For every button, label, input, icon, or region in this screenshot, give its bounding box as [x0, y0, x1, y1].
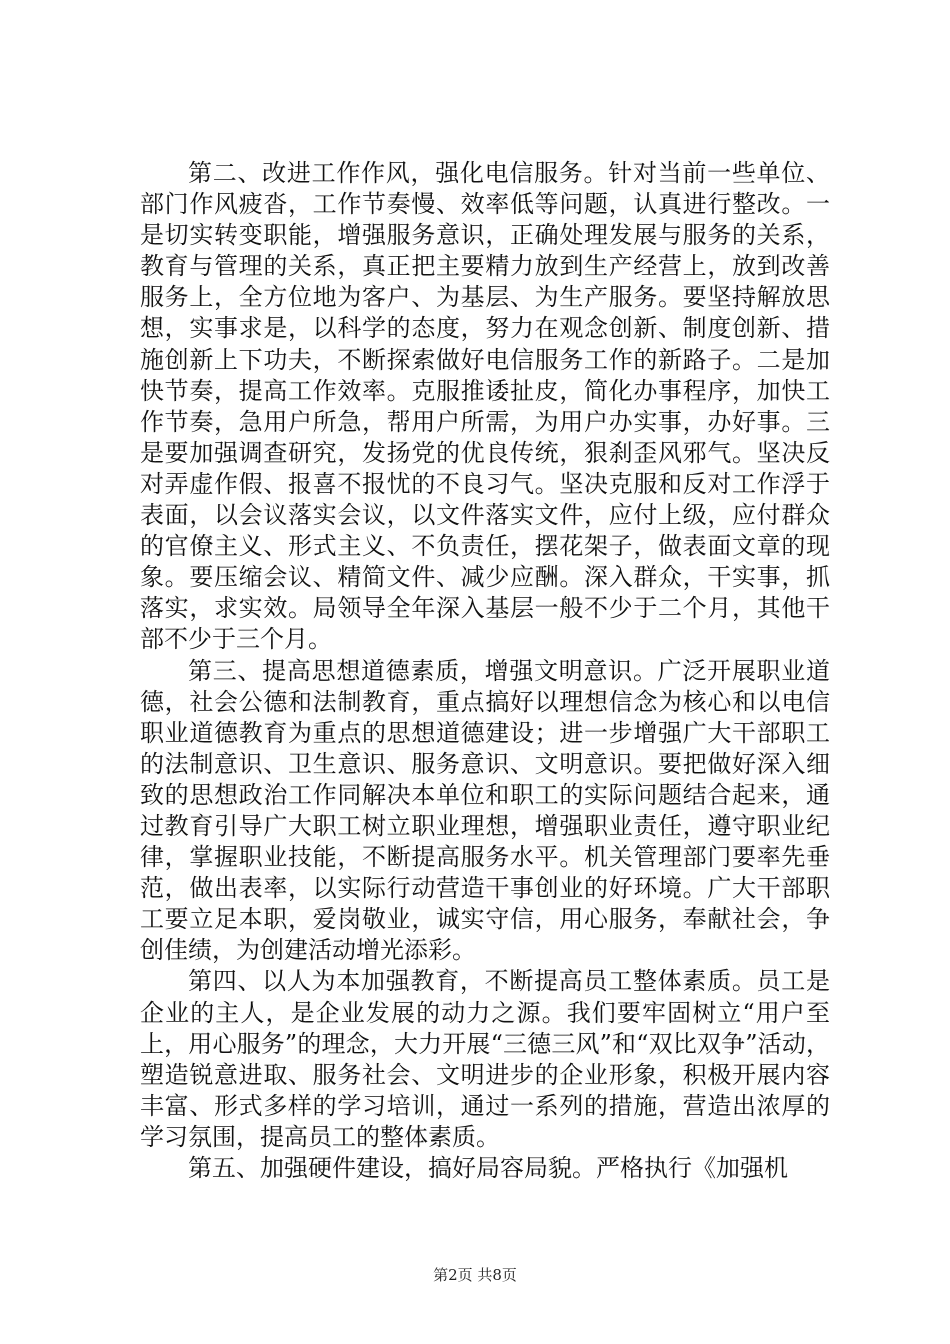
paragraph-second: 第二、改进工作作风，强化电信服务。针对当前一些单位、部门作风疲沓，工作节奏慢、效率低等问题，认真进行整改。一是切实转变职能，增强服务意识，正确处理发展与服务的关系，教育与管理的关系，真正把主要精力放到生产经营上，放到改善服务上，全方位地为客户、为基层、为生产服务。要坚持解放思想，实事求是，以科学的态度，努力在观念创新、制度创新、措施创新上下功夫，不断探索做好电信服务工作的新路子。二是加快节奏，提高工作效率。克服推诿扯皮，简化办事程序，加快工作节奏，急用户所急，帮用户所需，为用户办实事，办好事。三是要加强调查研究，发扬党的优良传统，狠刹歪风邪气。坚决反对弄虚作假、报喜不报忧的不良习气。坚决克服和反对工作浮于表面，以会议落实会议，以文件落实文件，应付上级，应付群众的官僚主义、形式主义、不负责任，摆花架子，做表面文章的现象。要压缩会议、精简文件、减少应酬。深入群众，干实事，抓落实，求实效。局领导全年深入基层一般不少于二个月，其他干部不少于三个月。 [140, 159, 830, 654]
paragraph-third: 第三、提高思想道德素质，增强文明意识。广泛开展职业道德，社会公德和法制教育，重点搞好以理想信念为核心和以电信职业道德教育为重点的思想道德建设；进一步增强广大干部职工的法制意识、卫生意识、服务意识、文明意识。要把做好深入细致的思想政治工作同解决本单位和职工的实际问题结合起来，通过教育引导广大职工树立职业理想，增强职业责任，遵守职业纪律，掌握职业技能，不断提高服务水平。机关管理部门要率先垂范，做出表率，以实际行动营造干事创业的好环境。广大干部职工要立足本职，爱岗敬业，诚实守信，用心服务，奉献社会，争创佳绩，为创建活动增光添彩。 [140, 656, 830, 965]
paragraph-fifth: 第五、加强硬件建设，搞好局容局貌。严格执行《加强机 [188, 1154, 788, 1182]
paragraph-fourth: 第四、以人为本加强教育，不断提高员工整体素质。员工是企业的主人，是企业发展的动力之源。我们要牢固树立“用户至上，用心服务”的理念，大力开展“三德三风”和“双比双争”活动，塑造锐意进取、服务社会、文明进步的企业形象，积极开展内容丰富、形式多样的学习培训，通过一系列的措施，营造出浓厚的学习氛围，提高员工的整体素质。 [140, 967, 830, 1151]
page-number-footer: 第2页 共8页 [433, 1266, 517, 1284]
document-body [140, 158, 830, 1184]
